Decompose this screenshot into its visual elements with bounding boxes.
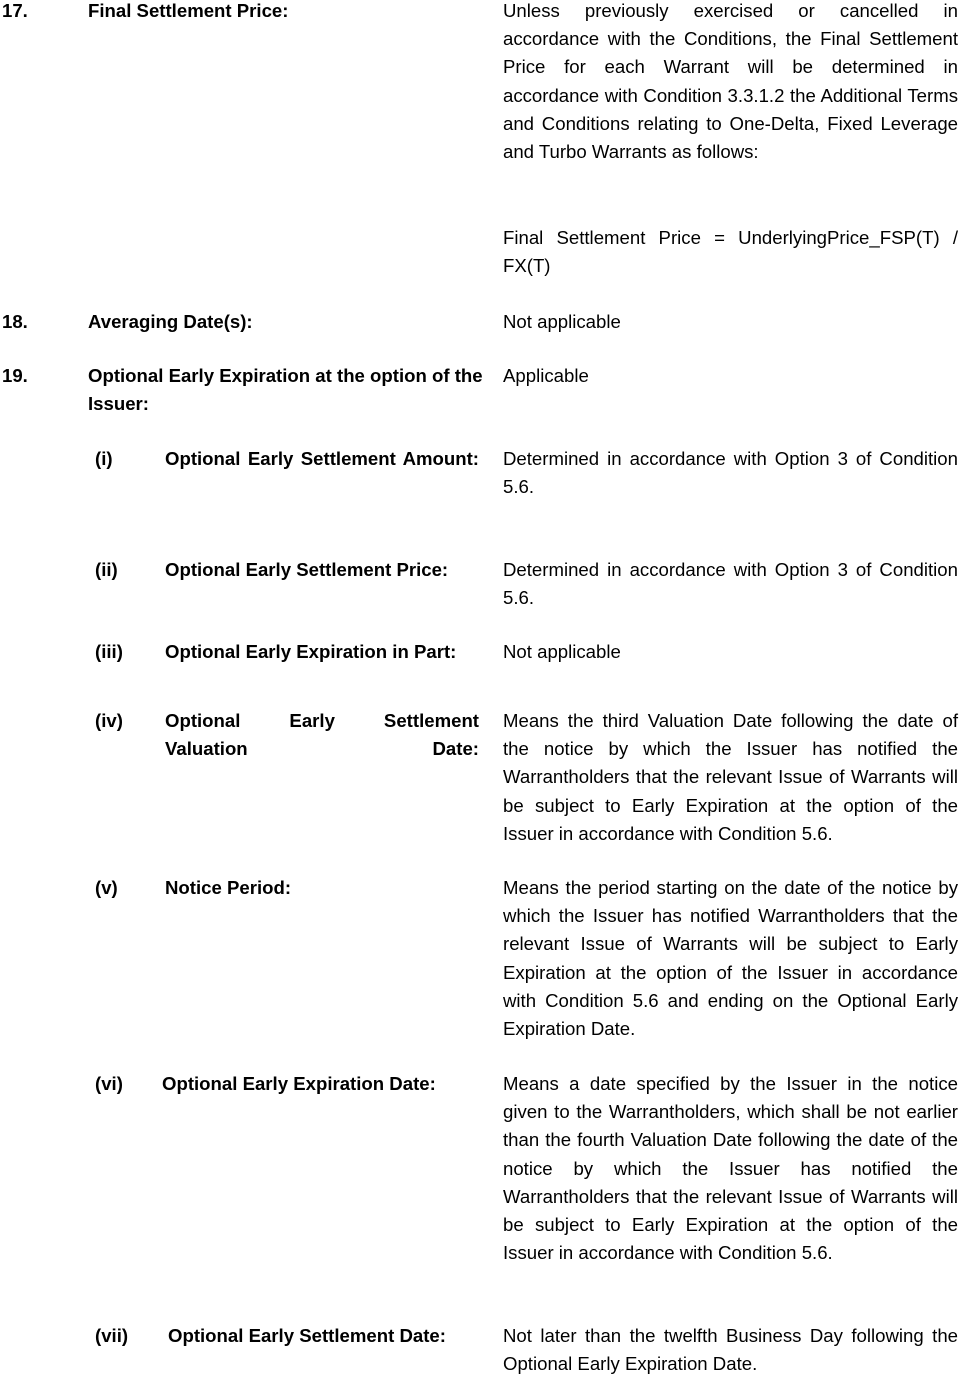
sub-item-vi-number: (vi)	[95, 1073, 123, 1094]
sub-item-iv-label: Optional Early Settlement Valuation Date:	[165, 710, 479, 760]
sub-item-iii-value: Not applicable	[503, 641, 621, 662]
sub-item-iii-number: (iii)	[95, 641, 123, 662]
sub-item-ii-value: Determined in accordance with Option 3 of Condition 5.6.	[503, 559, 958, 609]
sub-item-i-number: (i)	[95, 448, 113, 469]
item-19-number: 19.	[2, 365, 28, 386]
item-19-label: Optional Early Expiration at the option of the Issuer:	[88, 365, 483, 415]
item-19-value: Applicable	[503, 365, 589, 386]
sub-item-vi-value: Means a date specified by the Issuer in the notice given to the Warrantholders, which shall be not earlier than the fourth Valuation Date following the date of the notice by which the Issuer has notified the Warrantholders that the relevant Issue of Warrants will be subject to Early Expiration at the option of the Issuer in accordance with Condition 5.6.	[503, 1073, 958, 1264]
sub-item-iv-number: (iv)	[95, 710, 123, 731]
sub-item-vii-label: Optional Early Settlement Date:	[168, 1325, 446, 1346]
item-17-formula: Final Settlement Price = UnderlyingPrice_FSP(T) / FX(T)	[503, 227, 958, 277]
sub-item-i-value: Determined in accordance with Option 3 of Condition 5.6.	[503, 448, 958, 498]
item-18-label: Averaging Date(s):	[88, 311, 253, 332]
item-18-value: Not applicable	[503, 311, 621, 332]
item-18-number: 18.	[2, 311, 28, 332]
item-17-label: Final Settlement Price:	[88, 0, 289, 21]
sub-item-vii-number: (vii)	[95, 1325, 129, 1346]
sub-item-ii-number: (ii)	[95, 559, 118, 580]
sub-item-v-number: (v)	[95, 877, 118, 898]
sub-item-ii-label: Optional Early Settlement Price:	[165, 559, 449, 580]
item-17-value: Unless previously exercised or cancelled in accordance with the Conditions, the Final Settlement Price for each Warrant will be determined in accordance with Condition 3.3.1.2 the Additional Terms and Conditions relating to One-Delta, Fixed Leverage and Turbo Warrants as follows:	[503, 0, 958, 163]
sub-item-vii-value: Not later than the twelfth Business Day following the Optional Early Expiration Date.	[503, 1325, 958, 1375]
item-17-number: 17.	[2, 0, 28, 21]
sub-item-vi-label: Optional Early Expiration Date:	[162, 1073, 436, 1094]
sub-item-v-value: Means the period starting on the date of the notice by which the Issuer has notified Warrantholders that the relevant Issue of Warrants will be subject to Early Expiration at the option of the Issuer in accordance with Condition 5.6 and ending on the Optional Early Expiration Date.	[503, 877, 958, 1040]
sub-item-iii-label: Optional Early Expiration in Part:	[165, 641, 457, 662]
sub-item-v-label: Notice Period:	[165, 877, 292, 898]
sub-item-iv-value: Means the third Valuation Date following the date of the notice by which the Issuer has notified the Warrantholders that the relevant Issue of Warrants will be subject to Early Expiration at the option of the Issuer in accordance with Condition 5.6.	[503, 710, 958, 844]
sub-item-i-label: Optional Early Settlement Amount:	[165, 448, 479, 469]
